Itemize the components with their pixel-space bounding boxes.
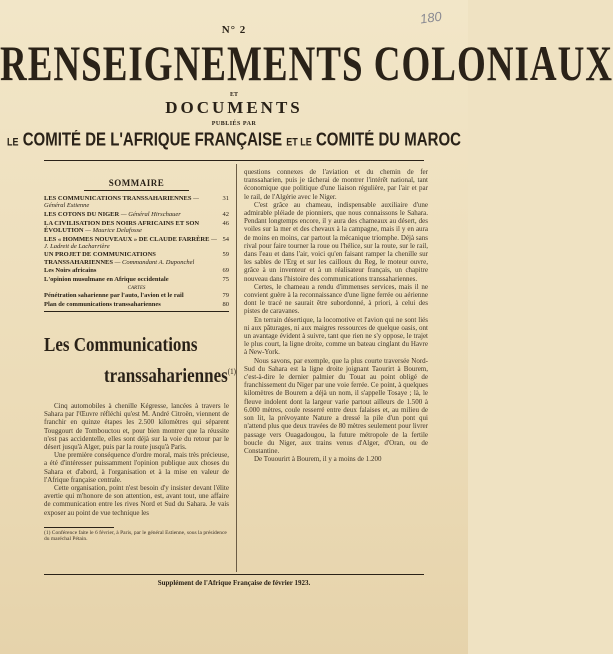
publisher-le: LE [7, 136, 19, 148]
toc-author: — Général Estienne [44, 195, 199, 210]
toc-title: LES COTONS DU NIGER [44, 210, 120, 218]
toc-author: — Maurice Delafosse [85, 226, 142, 234]
toc-title: Plan de communications transsahariennes [44, 301, 161, 309]
paragraph: Certes, le chameau a rendu d'immenses services, mais il ne convient guère à la reconnaissance d'une ligne ferrée ou aérienne dont le tracé ne saurait être subordonné, à priori, à celui des pistes de caravanes. [244, 282, 428, 316]
toc-title: LES COMMUNICATIONS TRANSSAHARIENNES [44, 195, 192, 202]
toc-page: 75 [222, 276, 229, 284]
toc-page: 54 [222, 235, 229, 243]
toc-title: LES « HOMMES NOUVEAUX » DE CLAUDE FARRÈRE [44, 235, 210, 243]
toc-page: 42 [222, 210, 229, 218]
footer-rule [44, 574, 424, 575]
article-title [44, 332, 236, 389]
toc-author: — J. Ladreit de Lacharrière [44, 235, 217, 250]
toc-item [44, 301, 229, 308]
toc-author: — Commandant A. Duponchel [114, 258, 195, 266]
paragraph: C'est grâce au chameau, indispensable auxiliaire d'une admirable pléiade de pionniers, que nous connaissons le Sahara. Pendant longtemps encore, il y aura des chameaux au désert, des voiles sur la mer et des chevaux à la campagne, mais il y en aura de moins en moins, car partout la mécanique triomphe. Déjà sans rival pour faire tourner la roue ou l'hélice, sur la route, sur le rail, dans l'eau et dans l'air, voici qu'en faisant ramper la chenille sur les sables de l'Erg et sur les cailloux du Reg, le moteur ouvre, grâce à un inventeur et à un réalisateur français, un chapitre nouveau dans l'histoire des communications transsahariennes. [244, 200, 428, 283]
article-title-line1: Les Communications [44, 333, 198, 357]
right-column [244, 168, 428, 463]
column-divider [236, 164, 237, 572]
paragraph: questions connexes de l'aviation et du chemin de fer transsaharien, puis je tâcherai de montrer l'intérêt national, tant économique que politique d'une liaison régulière, par l'air et par le rail, de l'Algérie avec le Niger. [244, 168, 428, 201]
paragraph: Nous savons, par exemple, que la plus courte traversée Nord-Sud du Sahara est la ligne droite joignant Taourirt à Bourem, c'est-à-dire le dernier palmier du Touat au point obligé de franchissement du Niger par une voie ferrée. Ce point, à quelques kilomètres de Bourem a déjà un nom, il s'appelle Tosaye ; là, le fleuve indolent dont la largeur varie partout ailleurs de 1.500 à 6.000 mètres, coule resserré entre deux falaises et, au milieu de son lit, la prévoyante Nature a dressé la pile d'un pont qui n'attend plus que deux travées de 80 mètres seulement pour livrer passage vers Ouagadougou, la future métropole de la fertile boucle du Niger, aux trains venus d'Alger, d'Oran, ou de Constantine. [244, 356, 428, 455]
paragraph: Cette organisation, point n'est besoin d'y insister devant l'élite avertie qui m'honore de son attention, est, avant tout, une affaire de communication entre les rives Nord et Sud du Sahara. Je vais exposer au point de vue technique les [44, 484, 229, 517]
toc-item [44, 251, 229, 265]
publisher-line [0, 130, 468, 150]
publisher-name-2: COMITÉ DU MAROC [315, 130, 461, 151]
footnote: (1) Conférence faite le 6 février, à Paris, par le général Estienne, sous la présidence du maréchal Pétain. [44, 529, 227, 543]
left-column [44, 164, 236, 543]
toc-item [44, 292, 229, 299]
toc-title: Les Noirs africains [44, 267, 97, 275]
toc-item [44, 211, 229, 218]
header-rule [44, 160, 424, 161]
toc-item [44, 267, 229, 274]
paragraph: De Touourirt à Bourem, il y a moins de 1.200 [254, 455, 382, 464]
toc-title: LA CIVILISATION DES NOIRS AFRICAINS ET SON ÉVOLUTION [44, 219, 200, 234]
paragraph: Cinq automobiles à chenille Kégresse, lancées à travers le Sahara par l'Œuvre réfléchi qu'est M. André Citroën, viennent de franchir en quinze étapes les 2.500 kilomètres qui séparent Touggourt de Tombouctou et, pour bien montrer que la réussite n'est pas accidentelle, elles sont déjà sur la voie du retour par le désert jusqu'à Alger, puis par la route jusqu'à Paris. [44, 402, 229, 452]
article-title-note: (1) [227, 367, 236, 377]
toc-page: 46 [222, 219, 229, 227]
masthead-et: ET [229, 92, 238, 98]
toc-page: 69 [222, 267, 229, 275]
toc-bottom-rule [44, 311, 229, 312]
footnote-rule [44, 527, 114, 528]
right-body [244, 168, 428, 463]
publisher-name-1: COMITÉ DE L'AFRIQUE FRANÇAISE [22, 130, 283, 151]
toc-author: — Général Hirschauer [120, 210, 181, 218]
supplement-line: Supplément de l'Afrique Française de février 1923. [157, 579, 311, 587]
toc-item [44, 195, 229, 209]
toc-item [44, 236, 229, 250]
toc-title: L'opinion musulmane en Afrique occidentale [44, 276, 169, 284]
toc-title: Pénétration saharienne par l'auto, l'avion et le rail [44, 292, 184, 300]
article-title-line2: transsahariennes [104, 364, 228, 388]
toc-item [44, 220, 229, 234]
left-body [44, 402, 229, 517]
toc-title: UN PROJET DE COMMUNICATIONS TRANSSAHARIENNES [44, 251, 156, 266]
toc-list [44, 195, 229, 308]
toc-page: 80 [222, 301, 229, 309]
issue-number: N° 2 [221, 24, 247, 36]
toc-page: 79 [222, 292, 229, 300]
paragraph: En terrain désertique, la locomotive et l'avion qui ne sont liés ni aux pâturages, ni aux maigres ressources de quelque oasis, ont un avantage évident à suivre, tant que rien ne s'y oppose, le trajet le plus court, la ligne droite, comme un bateau cinglant du Havre à New-York. [244, 315, 428, 357]
paragraph: Une première conséquence d'ordre moral, mais très précieuse, a été d'intéresser puissamment l'opinion publique aux choses du Sahara et d'abord, à l'organisation et à la mise en valeur de l'Afrique française centrale. [44, 451, 229, 484]
sommaire-title: SOMMAIRE [108, 178, 165, 188]
toc-item [44, 276, 229, 283]
toc-cartes-label: CARTES [127, 286, 146, 292]
masthead-documents: DOCUMENTS [165, 98, 303, 117]
toc-page: 59 [222, 251, 229, 259]
publisher-et-le: ET LE [286, 136, 312, 148]
sommaire-underline [84, 190, 189, 191]
handwritten-page-number: 180 [419, 8, 443, 27]
masthead-title: RENSEIGNEMENTS COLONIAUX [0, 36, 613, 92]
toc-page: 31 [222, 195, 229, 202]
publies-par: PUBLIÉS PAR [211, 121, 257, 127]
